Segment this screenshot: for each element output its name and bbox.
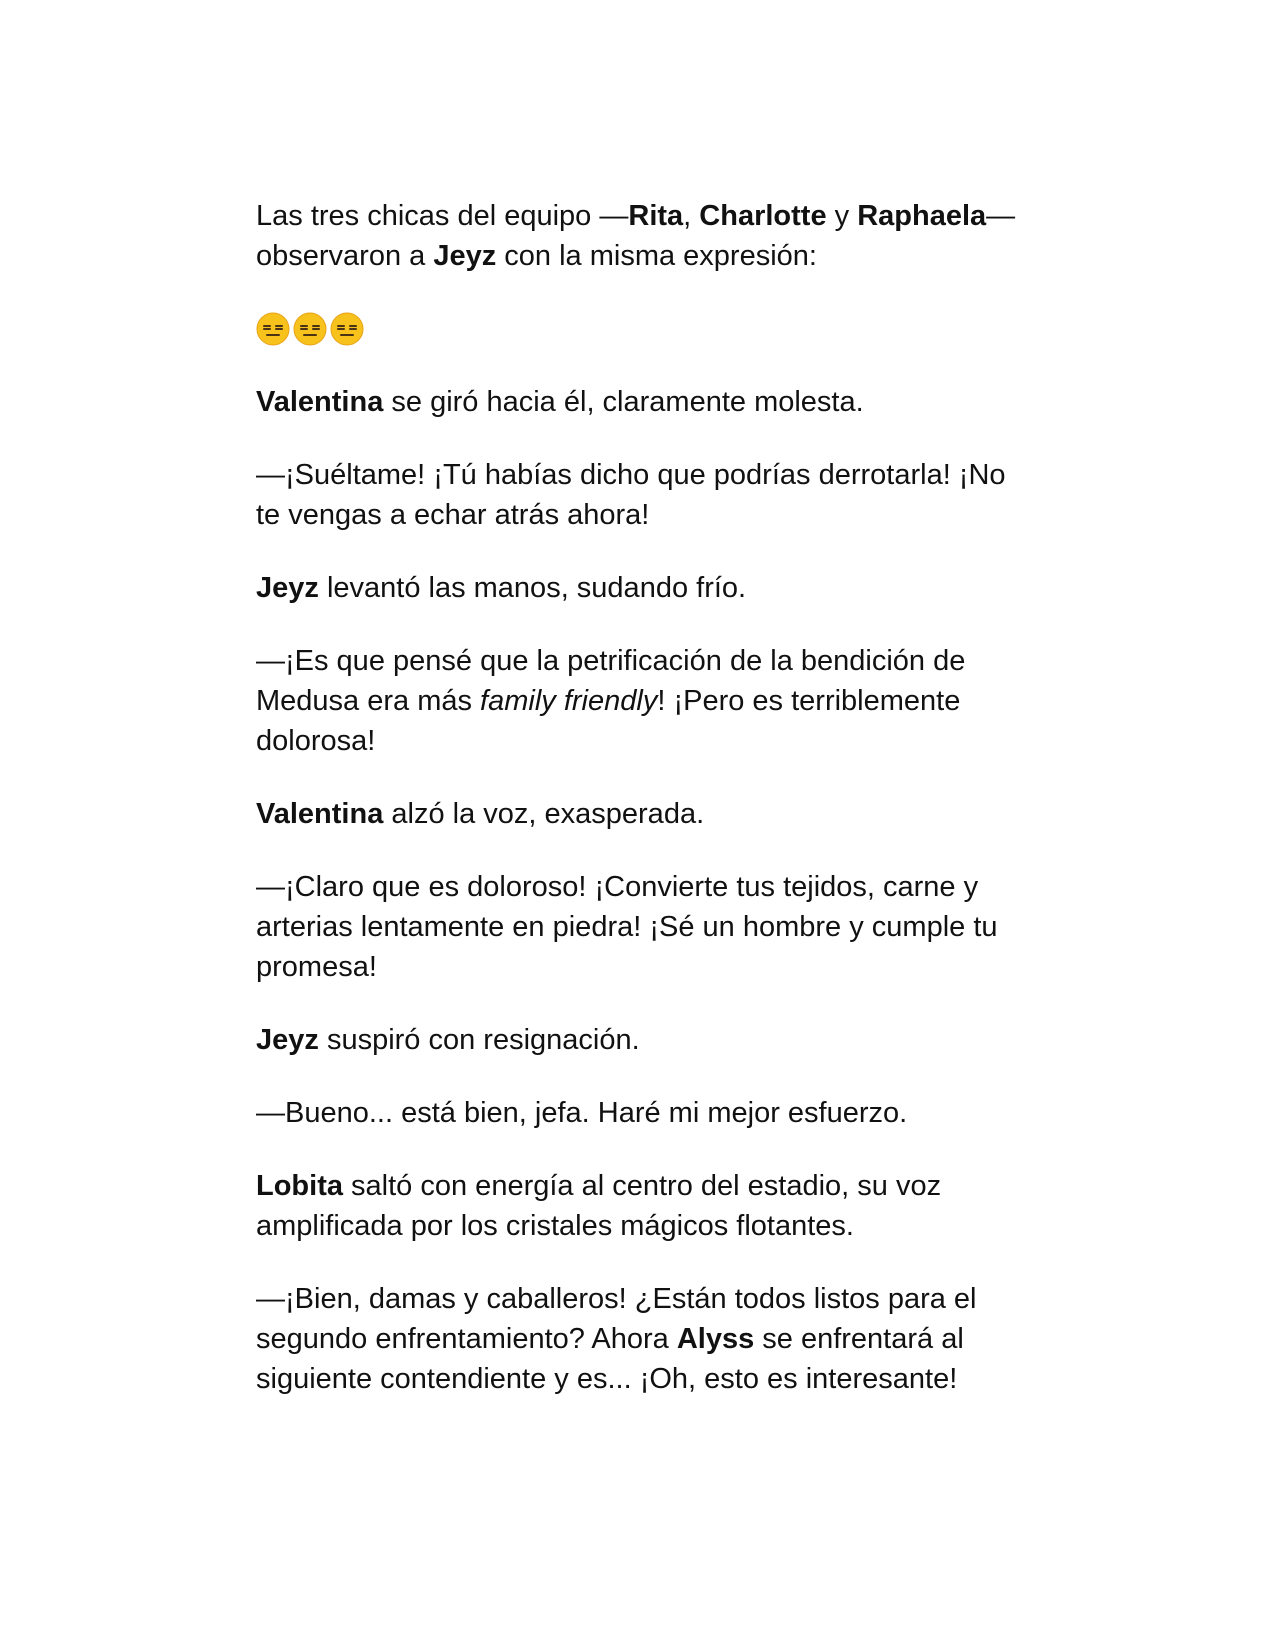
character-name: Alyss: [676, 1323, 755, 1355]
paragraph: [256, 382, 1036, 422]
paragraph: [256, 794, 1036, 834]
paragraph: [256, 641, 1036, 761]
paragraph: [256, 1166, 1036, 1246]
text-run: levantó las manos, sudando frío.: [318, 572, 747, 604]
text-run: Las tres chicas del equipo —: [256, 200, 629, 232]
text-run: ,: [683, 200, 700, 232]
text-run: —¡Suéltame! ¡Tú habías dicho que podrías derrotarla! ¡No te vengas a echar atrás ahora!: [256, 459, 1006, 531]
text-run: se giró hacia él, claramente molesta.: [383, 386, 864, 418]
text-run: — observaron a: [256, 200, 1016, 272]
character-name: Jeyz: [256, 572, 319, 604]
text-run: se enfrentará al siguiente contendiente y es... ¡Oh, esto es interesante!: [256, 1323, 964, 1395]
paragraph: [256, 1093, 1036, 1133]
character-name: Valentina: [256, 386, 384, 418]
character-name: Valentina: [256, 798, 384, 830]
expressionless-face-icon: [256, 312, 290, 346]
text-run: saltó con energía al centro del estadio, su voz amplificada por los cristales mágicos flotantes.: [256, 1170, 942, 1242]
character-name: Charlotte: [699, 200, 827, 232]
text-run: —¡Bien, damas y caballeros! ¿Están todos listos para el segundo enfrentamiento? Ahora: [256, 1283, 977, 1355]
text-run: —¡Es que pensé que la petrificación de la bendición de Medusa era más: [256, 645, 966, 717]
text-run: suspiró con resignación.: [318, 1024, 640, 1056]
text-run: —¡Claro que es doloroso! ¡Convierte tus tejidos, carne y arterias lentamente en piedra! ¡Sé un hombre y cumple tu promesa!: [256, 871, 998, 983]
paragraph: [256, 568, 1036, 608]
emoji-row: [256, 309, 1036, 349]
paragraph: [256, 1279, 1036, 1399]
character-name: Rita: [628, 200, 684, 232]
paragraph: [256, 196, 1036, 276]
character-name: Raphaela: [857, 200, 987, 232]
text-run: y: [826, 200, 858, 232]
character-name: Lobita: [256, 1170, 343, 1202]
expressionless-face-icon: [330, 312, 364, 346]
character-name: Jeyz: [256, 1024, 319, 1056]
text-run: con la misma expresión:: [496, 240, 817, 272]
paragraph: [256, 1020, 1036, 1060]
document-body: [256, 196, 1036, 1432]
emphasis-text: family friendly: [480, 685, 658, 717]
text-run: alzó la voz, exasperada.: [383, 798, 705, 830]
expressionless-face-icon: [293, 312, 327, 346]
character-name: Jeyz: [433, 240, 497, 272]
text-run: ! ¡Pero es terriblemente dolorosa!: [256, 685, 961, 757]
text-run: —Bueno... está bien, jefa. Haré mi mejor esfuerzo.: [256, 1097, 908, 1129]
paragraph: [256, 455, 1036, 535]
paragraph: [256, 867, 1036, 987]
